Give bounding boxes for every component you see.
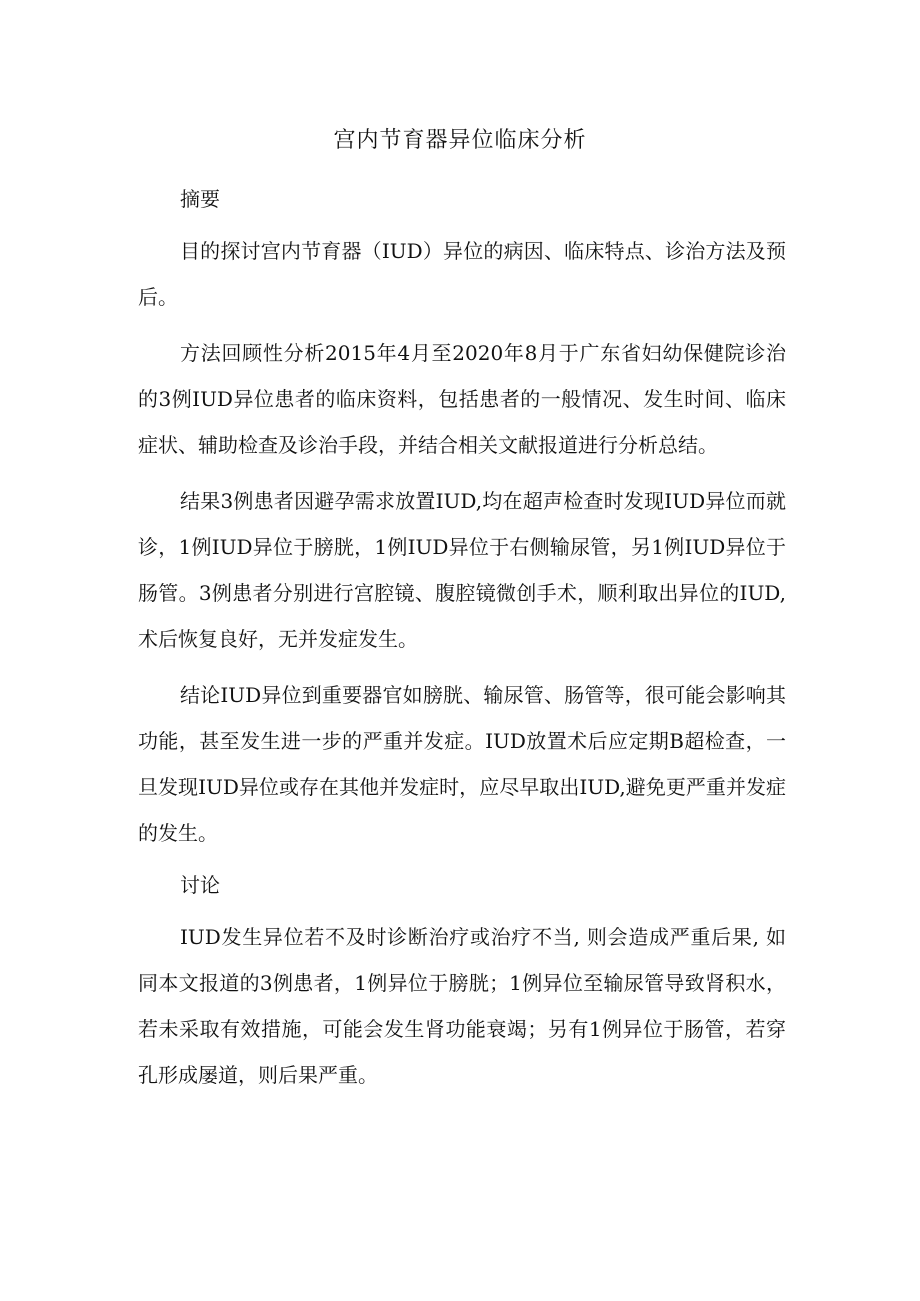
discussion-paragraph: IUD发生异位若不及时诊断治疗或治疗不当, 则会造成严重后果, 如同本文报道的3例患者，1例异位于膀胱；1例异位至输尿管导致肾积水，若未采取有效措施，可能会发生肾功能衰竭；另有1例异位于肠管，若穿孔形成屡道，则后果严重。 xyxy=(138,925,786,1087)
conclusion-paragraph: 结论IUD异位到重要器官如膀胱、输尿管、肠管等，很可能会影响其功能，甚至发生进一步的严重并发症。IUD放置术后应定期B超检查，一旦发现IUD异位或存在其他并发症时，应尽早取出IUD,避免更严重并发症的发生。 xyxy=(138,683,786,845)
document-title: 宫内节育器异位临床分析 xyxy=(333,128,587,153)
discussion-heading: 讨论 xyxy=(180,873,220,897)
abstract-heading: 摘要 xyxy=(180,187,220,211)
objective-paragraph: 目的探讨宫内节育器（IUD）异位的病因、临床特点、诊治方法及预后。 xyxy=(138,239,786,309)
methods-paragraph: 方法回顾性分析2015年4月至2020年8月于广东省妇幼保健院诊治的3例IUD异位患者的临床资料，包括患者的一般情况、发生时间、临床症状、辅助检查及诊治手段，并结合相关文献报道进行分析总结。 xyxy=(138,341,786,457)
results-paragraph: 结果3例患者因避孕需求放置IUD,均在超声检查时发现IUD异位而就诊，1例IUD异位于膀胱，1例IUD异位于右侧输尿管，另1例IUD异位于肠管。3例患者分别进行宫腔镜、腹腔镜微创手术，顺利取出异位的IUD,术后恢复良好，无并发症发生。 xyxy=(138,489,786,651)
document-body xyxy=(138,180,786,1108)
